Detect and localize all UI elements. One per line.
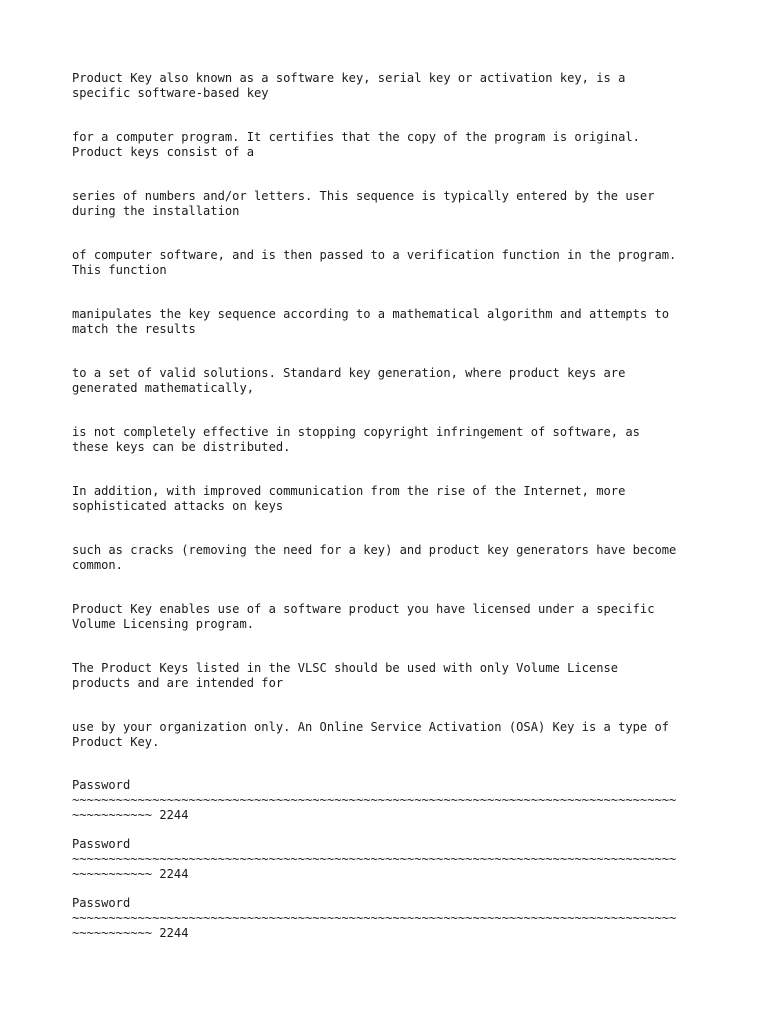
paragraph-line: manipulates the key sequence according to a mathematical algorithm and attempts to [72, 307, 670, 321]
password-value: ~~~~~~~~~~~ 2244 [72, 926, 189, 940]
paragraph-line: match the results [72, 322, 196, 336]
paragraph-line: of computer software, and is then passed to a verification function in the program. [72, 248, 677, 262]
paragraph-line: Product Key. [72, 735, 160, 749]
password-tilde-line: ~~~~~~~~~~~~~~~~~~~~~~~~~~~~~~~~~~~~~~~~~~~~~~~~~~~~~~~~~~~~~~~~~~~~~~~~~~~~~~~~~~~ [72, 852, 677, 866]
paragraph-line: use by your organization only. An Online Service Activation (OSA) Key is a type of [72, 720, 670, 734]
paragraph-1 [72, 71, 702, 101]
paragraph-line: these keys can be distributed. [72, 440, 291, 454]
password-tilde-line: ~~~~~~~~~~~~~~~~~~~~~~~~~~~~~~~~~~~~~~~~~~~~~~~~~~~~~~~~~~~~~~~~~~~~~~~~~~~~~~~~~~~ [72, 793, 677, 807]
paragraph-8 [72, 484, 702, 514]
paragraph-line: is not completely effective in stopping copyright infringement of software, as [72, 425, 640, 439]
paragraph-11 [72, 661, 702, 691]
paragraph-10 [72, 602, 702, 632]
paragraph-5 [72, 307, 702, 337]
paragraph-line: specific software-based key [72, 86, 269, 100]
paragraph-line: Product Key enables use of a software product you have licensed under a specific [72, 602, 655, 616]
paragraph-9 [72, 543, 702, 573]
paragraph-line: during the installation [72, 204, 240, 218]
paragraph-4 [72, 248, 702, 278]
password-entry [72, 778, 702, 823]
paragraph-line: generated mathematically, [72, 381, 255, 395]
password-label: Password [72, 778, 131, 792]
paragraph-line: to a set of valid solutions. Standard key generation, where product keys are [72, 366, 626, 380]
paragraph-line: such as cracks (removing the need for a key) and product key generators have become [72, 543, 677, 557]
paragraph-3 [72, 189, 702, 219]
paragraph-line: Volume Licensing program. [72, 617, 255, 631]
password-value: ~~~~~~~~~~~ 2244 [72, 867, 189, 881]
paragraph-line: Product keys consist of a [72, 145, 255, 159]
password-label: Password [72, 837, 131, 851]
paragraph-7 [72, 425, 702, 455]
document-body [72, 71, 702, 955]
password-entry [72, 896, 702, 941]
password-value: ~~~~~~~~~~~ 2244 [72, 808, 189, 822]
paragraph-2 [72, 130, 702, 160]
paragraph-line: In addition, with improved communication from the rise of the Internet, more [72, 484, 626, 498]
password-entry [72, 837, 702, 882]
paragraph-6 [72, 366, 702, 396]
paragraph-line: Product Key also known as a software key, serial key or activation key, is a [72, 71, 626, 85]
paragraph-line: products and are intended for [72, 676, 284, 690]
paragraph-line: sophisticated attacks on keys [72, 499, 284, 513]
password-tilde-line: ~~~~~~~~~~~~~~~~~~~~~~~~~~~~~~~~~~~~~~~~~~~~~~~~~~~~~~~~~~~~~~~~~~~~~~~~~~~~~~~~~~~ [72, 911, 677, 925]
paragraph-line: for a computer program. It certifies that the copy of the program is original. [72, 130, 640, 144]
paragraph-line: This function [72, 263, 167, 277]
password-label: Password [72, 896, 131, 910]
paragraph-line: The Product Keys listed in the VLSC should be used with only Volume License [72, 661, 619, 675]
paragraph-line: series of numbers and/or letters. This sequence is typically entered by the user [72, 189, 655, 203]
paragraph-12 [72, 720, 702, 750]
paragraph-line: common. [72, 558, 123, 572]
